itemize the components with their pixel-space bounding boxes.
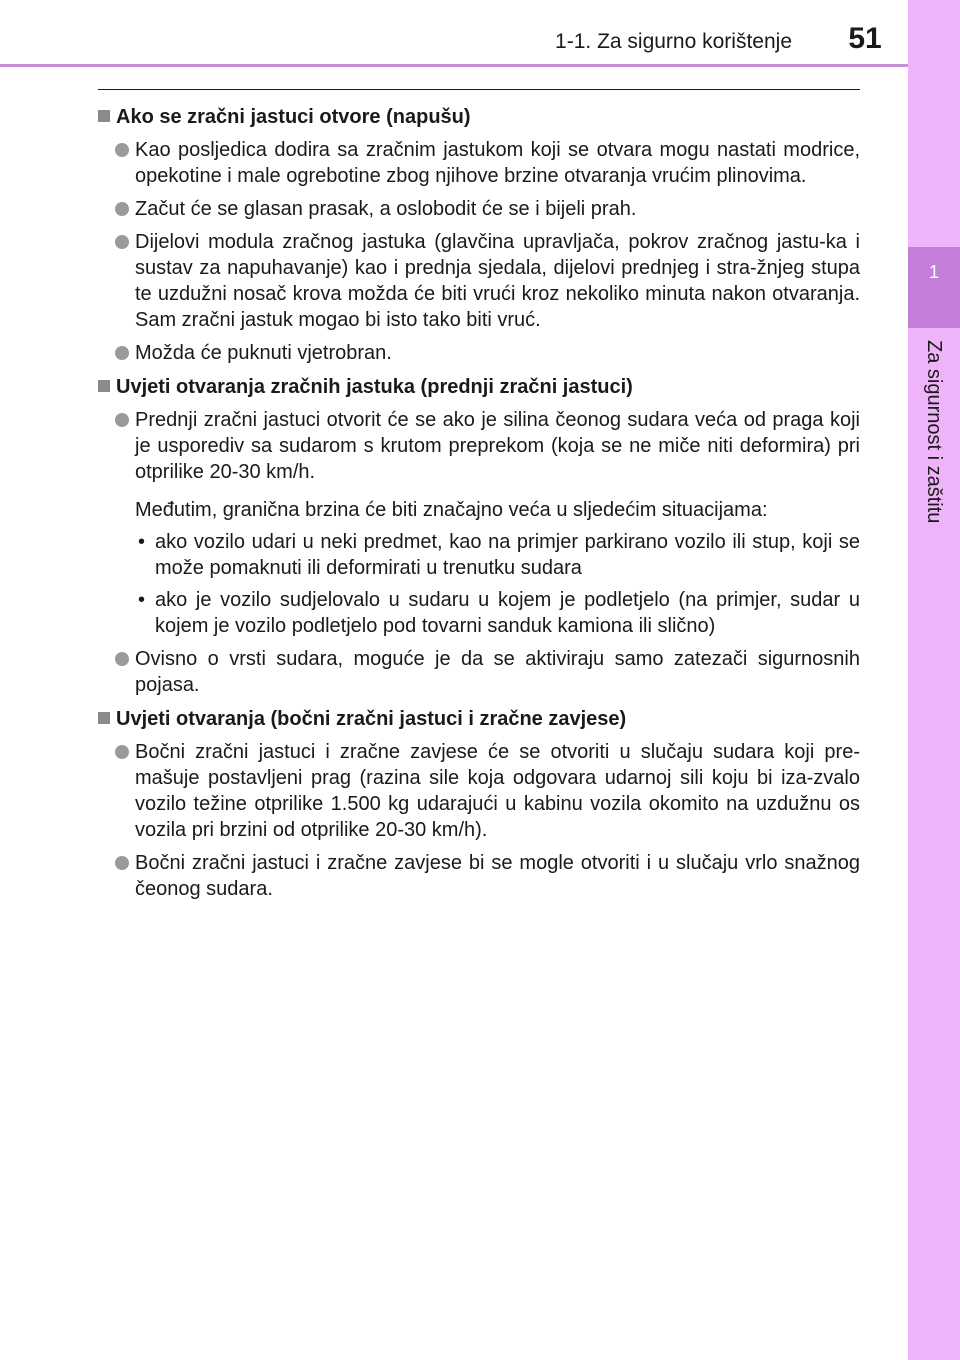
- list-item: [98, 739, 860, 843]
- bullet-icon: •: [138, 531, 146, 553]
- list-item: [98, 340, 860, 366]
- item-text: Kao posljedica dodira sa zračnim jastukom koji se otvara mogu nastati modrice, opekotine i male ogrebotine zbog njihove brzine otvaranja vrućim plinovima.: [135, 139, 860, 187]
- sub-item-text: ako je vozilo sudjelovalo u sudaru u kojem je podletjelo (na primjer, sudar u kojem je vozilo podletjelo pod tovarni sanduk kamiona ili slično): [155, 589, 860, 637]
- page-number: 51: [848, 22, 882, 55]
- item-text: Prednji zračni jastuci otvorit će se ako je silina čeonog sudara veća od praga koji je usporediv sa sudarom s krutom preprekom (koja se ne miče niti deformira) pri otprilike 20-30 km/h.: [135, 409, 860, 483]
- sub-list-item: [98, 587, 860, 639]
- item-text: Bočni zračni jastuci i zračne zavjese bi se mogle otvoriti i u slučaju vrlo snažnog čeonog sudara.: [135, 852, 860, 900]
- round-bullet-icon: [115, 346, 129, 360]
- chapter-title: Za sigurnost i zaštitu: [923, 340, 945, 524]
- header-divider: [0, 64, 908, 67]
- round-bullet-icon: [115, 202, 129, 216]
- item-text: Ovisno o vrsti sudara, moguće je da se aktiviraju samo zatezači sigurnosnih pojasa.: [135, 648, 860, 696]
- item-text: Začut će se glasan prasak, a oslobodit će se i bijeli prah.: [135, 198, 637, 220]
- list-item: [98, 850, 860, 902]
- item-text: Dijelovi modula zračnog jastuka (glavčina upravljača, pokrov zračnog jastu-ka i sustav za napuhavanje) kao i prednja sjedala, dijelovi prednjeg i stra-žnjeg stupa te uzdužni nosač krova možda će biti vrući kroz nekoliko minuta nakon otvaranja. Sam zračni jastuk mogao bi isto tako biti vruć.: [135, 231, 860, 331]
- square-bullet-icon: [98, 110, 110, 122]
- round-bullet-icon: [115, 143, 129, 157]
- list-item: [98, 646, 860, 698]
- round-bullet-icon: [115, 235, 129, 249]
- list-item: [98, 196, 860, 222]
- list-item: [98, 407, 860, 485]
- heading-text: Ako se zračni jastuci otvore (napušu): [116, 106, 471, 128]
- round-bullet-icon: [115, 745, 129, 759]
- section-title: 1-1. Za sigurno korištenje: [555, 30, 792, 53]
- sub-list-item: [98, 529, 860, 581]
- sub-item-text: ako vozilo udari u neki predmet, kao na primjer parkirano vozilo ili stup, koji se može pomaknuti ili deformirati u trenutku sudara: [155, 531, 860, 579]
- page-content: [98, 96, 860, 902]
- paragraph: Međutim, granična brzina će biti značajno veća u sljedećim situacijama:: [135, 499, 768, 521]
- chapter-side-tab: [908, 0, 960, 1360]
- chapter-number: 1: [928, 262, 939, 282]
- square-bullet-icon: [98, 380, 110, 392]
- list-item: [98, 137, 860, 189]
- heading-text: Uvjeti otvaranja zračnih jastuka (prednji zračni jastuci): [116, 376, 633, 398]
- round-bullet-icon: [115, 856, 129, 870]
- list-item: [98, 229, 860, 333]
- section-heading: [98, 706, 860, 732]
- round-bullet-icon: [115, 413, 129, 427]
- section-heading: [98, 374, 860, 400]
- item-text: Možda će puknuti vjetrobran.: [135, 342, 392, 364]
- bullet-icon: •: [138, 589, 146, 611]
- round-bullet-icon: [115, 652, 129, 666]
- section-heading: [98, 104, 860, 130]
- item-text: Bočni zračni jastuci i zračne zavjese će se otvoriti u slučaju sudara koji pre-mašuje postavljeni prag (razina sile koja odgovara udarnoj sili koju bi iza-zvalo vozilo težine otprilike 1.500 kg udarajući u kabinu vozila okomito na uzdužnu os vozila pri brzini od otprilike 20-30 km/h).: [135, 741, 860, 841]
- square-bullet-icon: [98, 712, 110, 724]
- chapter-tab-marker[interactable]: [908, 247, 960, 328]
- content-divider: [98, 89, 860, 90]
- heading-text: Uvjeti otvaranja (bočni zračni jastuci i zračne zavjese): [116, 708, 627, 730]
